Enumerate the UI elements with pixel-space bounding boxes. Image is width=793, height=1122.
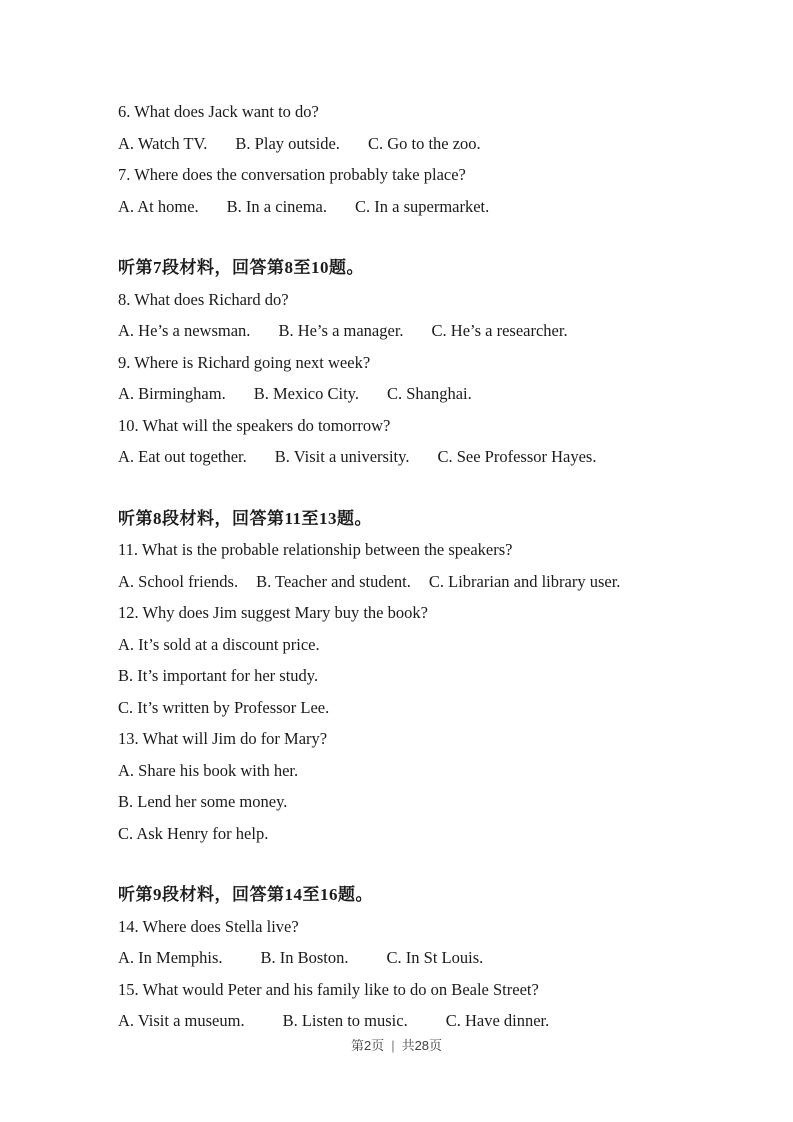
question-11-options <box>118 566 743 598</box>
question-15-text: 15. What would Peter and his family like to do on Beale Street? <box>118 979 539 999</box>
question-10-text: 10. What will the speakers do tomorrow? <box>118 415 391 435</box>
section-header-material-8: 听第8段材料，回答第11至13题。 <box>118 508 373 528</box>
question-12-option-a: A. It’s sold at a discount price. <box>118 634 320 654</box>
section-header-material-9: 听第9段材料，回答第14至16题。 <box>118 885 373 904</box>
question-8-option-b: B. He’s a manager. <box>278 321 404 340</box>
question-14-options <box>118 942 743 974</box>
footer-page-number: 第2页 <box>350 1038 385 1053</box>
question-15-option-b: B. Listen to music. <box>282 1011 408 1030</box>
question-8-text: 8. What does Richard do? <box>118 289 289 309</box>
question-6-option-c: C. Go to the zoo. <box>367 133 481 153</box>
question-9-option-b: B. Mexico City. <box>253 384 359 403</box>
question-6-option-a: A. Watch TV. <box>118 133 208 153</box>
question-15-options <box>118 1005 743 1037</box>
question-9-options <box>118 378 743 410</box>
question-12-option-b: B. It’s important for her study. <box>118 666 319 685</box>
footer-separator: | <box>391 1038 395 1053</box>
question-10-options <box>118 441 743 473</box>
question-12-text: 12. Why does Jim suggest Mary buy the book? <box>118 603 428 622</box>
question-10-option-c: C. See Professor Hayes. <box>437 447 597 466</box>
section-header-material-7: 听第7段材料，回答第8至10题。 <box>118 258 364 277</box>
question-11-option-b: B. Teacher and student. <box>256 571 411 591</box>
question-14-option-b: B. In Boston. <box>260 948 349 967</box>
question-7-option-b: B. In a cinema. <box>226 196 328 216</box>
question-15-option-c: C. Have dinner. <box>445 1011 550 1030</box>
question-14-text: 14. Where does Stella live? <box>118 916 299 936</box>
question-12-option-c: C. It’s written by Professor Lee. <box>118 697 330 717</box>
question-6-options <box>118 128 743 160</box>
question-9-option-c: C. Shanghai. <box>386 384 472 403</box>
question-11-text: 11. What is the probable relationship between the speakers? <box>118 540 513 559</box>
question-14-option-c: C. In St Louis. <box>386 948 484 967</box>
question-7-option-a: A. At home. <box>118 196 199 216</box>
question-8-option-a: A. He’s a newsman. <box>118 321 251 340</box>
question-13-text: 13. What will Jim do for Mary? <box>118 729 328 748</box>
page-footer <box>0 1033 793 1059</box>
question-15-option-a: A. Visit a museum. <box>118 1011 245 1030</box>
question-7-text: 7. Where does the conversation probably take place? <box>118 165 466 184</box>
question-9-option-a: A. Birmingham. <box>118 384 226 403</box>
question-8-options <box>118 315 743 347</box>
question-13-option-b: B. Lend her some money. <box>118 792 288 811</box>
question-8-option-c: C. He’s a researcher. <box>431 321 568 340</box>
question-10-option-b: B. Visit a university. <box>274 447 410 466</box>
footer-total-pages: 共28页 <box>401 1038 443 1053</box>
question-6-option-b: B. Play outside. <box>235 133 340 153</box>
question-13-option-a: A. Share his book with her. <box>118 760 299 780</box>
question-9-text: 9. Where is Richard going next week? <box>118 352 371 372</box>
question-7-option-c: C. In a supermarket. <box>355 196 490 216</box>
question-6-text: 6. What does Jack want to do? <box>118 102 319 121</box>
question-13-option-c: C. Ask Henry for help. <box>118 823 269 843</box>
question-14-option-a: A. In Memphis. <box>118 948 223 967</box>
question-11-option-c: C. Librarian and library user. <box>428 571 621 591</box>
question-10-option-a: A. Eat out together. <box>118 447 247 466</box>
question-7-options <box>118 191 743 223</box>
question-11-option-a: A. School friends. <box>118 571 239 591</box>
